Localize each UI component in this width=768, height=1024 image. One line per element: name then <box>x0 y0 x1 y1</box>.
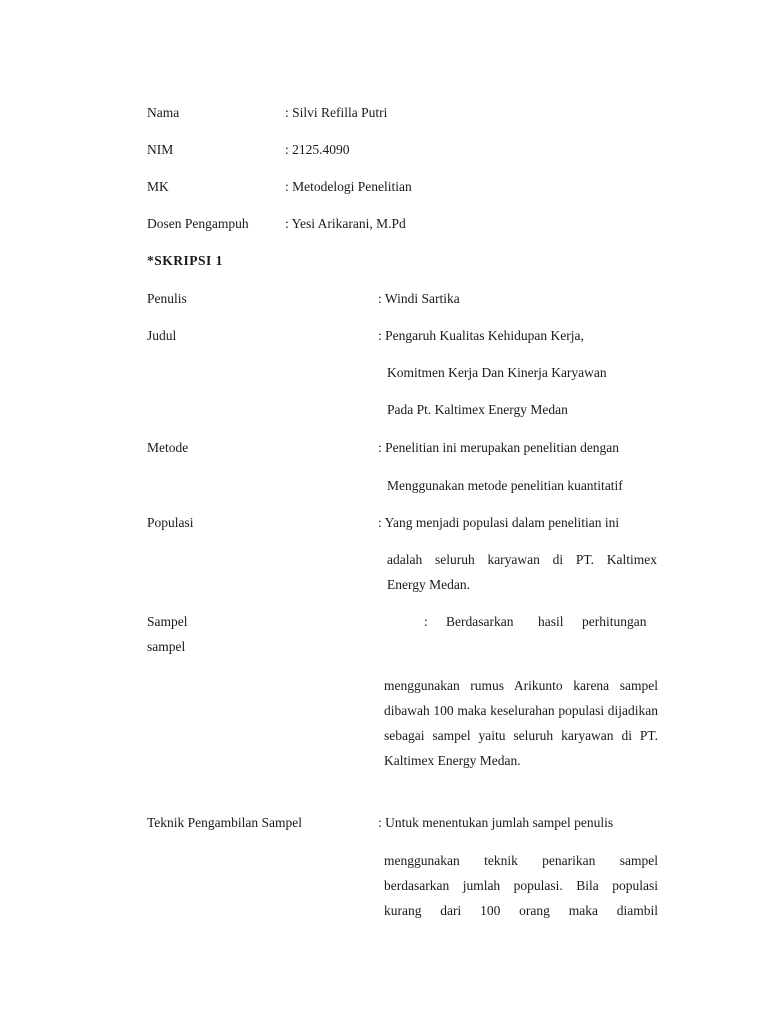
metode-line-2: Menggunakan metode penelitian kuantitatif <box>387 478 623 493</box>
judul-line-1: : Pengaruh Kualitas Kehidupan Kerja, <box>378 328 584 343</box>
populasi-line-2: adalah seluruh karyawan di PT. Kaltimex <box>387 552 657 567</box>
teknik-label: Teknik Pengambilan Sampel <box>147 815 303 830</box>
populasi-label: Populasi <box>147 515 194 530</box>
nama-value: : Silvi Refilla Putri <box>285 105 388 120</box>
sampel-word-2: hasil <box>538 614 564 629</box>
nama-label: Nama <box>147 105 180 120</box>
teknik-paragraph: menggunakan teknik penarikan sampel berdasarkan jumlah populasi. Bila populasi kurang dari 100 orang maka diambil <box>384 853 658 918</box>
penulis-value: : Windi Sartika <box>378 291 460 306</box>
sampel-word-3: perhitungan <box>582 614 647 629</box>
mk-label: MK <box>147 179 169 194</box>
sampel-word-1: Berdasarkan <box>446 614 514 629</box>
judul-line-2: Komitmen Kerja Dan Kinerja Karyawan <box>387 365 607 380</box>
metode-label: Metode <box>147 440 189 455</box>
nim-label: NIM <box>147 142 174 157</box>
mk-value: : Metodelogi Penelitian <box>285 179 412 194</box>
dosen-label: Dosen Pengampuh <box>147 216 249 231</box>
penulis-label: Penulis <box>147 291 187 306</box>
teknik-line-1: : Untuk menentukan jumlah sampel penulis <box>378 815 614 830</box>
sampel-label: Sampel <box>147 614 188 629</box>
section-heading: *SKRIPSI 1 <box>147 253 223 268</box>
sampel-label-2: sampel <box>147 639 186 654</box>
metode-line-1: : Penelitian ini merupakan penelitian dengan <box>378 440 620 455</box>
nim-value: : 2125.4090 <box>285 142 350 157</box>
judul-line-3: Pada Pt. Kaltimex Energy Medan <box>387 402 568 417</box>
populasi-line-1: : Yang menjadi populasi dalam penelitian ini <box>378 515 620 530</box>
sampel-colon: : <box>424 614 428 629</box>
sampel-paragraph: menggunakan rumus Arikunto karena sampel dibawah 100 maka keselurahan populasi dijadikan sebagai sampel yaitu seluruh karyawan di PT. Kaltimex Energy Medan. <box>384 678 658 768</box>
populasi-line-3: Energy Medan. <box>387 577 470 592</box>
dosen-value: : Yesi Arikarani, M.Pd <box>285 216 406 231</box>
judul-label: Judul <box>147 328 177 343</box>
